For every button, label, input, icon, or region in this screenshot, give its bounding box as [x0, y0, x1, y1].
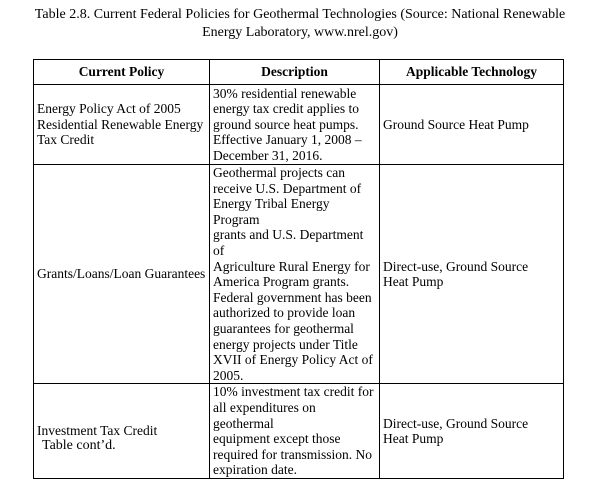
table-row	[34, 85, 564, 165]
cell-line: expiration date.	[213, 462, 297, 478]
technology-cell	[380, 384, 564, 479]
table-row	[34, 384, 564, 479]
cell-line: America Program grants.	[213, 274, 350, 290]
cell-line: December 31, 2016.	[213, 147, 323, 163]
cell-line: Grants/Loans/Loan Guarantees	[37, 266, 206, 282]
policy-cell	[34, 165, 210, 384]
policy-cell	[34, 85, 210, 165]
cell-line: authorized to provide loan	[213, 305, 356, 321]
header-applicable-technology: Applicable Technology	[380, 60, 564, 85]
table-caption	[0, 6, 600, 42]
caption-line-2: Energy Laboratory, www.nrel.gov)	[202, 25, 398, 40]
cell-line: XVII of Energy Policy Act of	[213, 352, 373, 368]
cell-line: Investment Tax Credit	[37, 423, 158, 439]
caption-line-1: Table 2.8. Current Federal Policies for Geothermal Technologies (Source: National Renewable	[34, 7, 566, 22]
cell-line: Direct-use, Ground Source	[383, 415, 529, 431]
cell-line: all expenditures on geothermal	[213, 399, 316, 431]
cell-line: guarantees for geothermal	[213, 320, 354, 336]
cell-line: equipment except those	[213, 431, 341, 447]
cell-line: Heat Pump	[383, 431, 444, 447]
header-current-policy: Current Policy	[34, 60, 210, 85]
cell-line: receive U.S. Department of	[213, 180, 362, 196]
description-cell	[210, 384, 380, 479]
table-row	[34, 165, 564, 384]
cell-line: Energy Policy Act of 2005	[37, 101, 181, 117]
cell-line: required for transmission. No	[213, 446, 372, 462]
cell-line: Tax Credit	[37, 132, 95, 148]
header-description: Description	[210, 60, 380, 85]
description-cell	[210, 85, 380, 165]
header-row	[34, 60, 564, 85]
technology-cell	[380, 165, 564, 384]
policy-cell	[34, 384, 210, 479]
cell-line: 10% investment tax credit for	[213, 384, 374, 400]
cell-line: energy projects under Title	[213, 336, 358, 352]
technology-cell	[380, 85, 564, 165]
cell-line: Geothermal projects can	[213, 165, 345, 180]
cell-line: Effective January 1, 2008 –	[213, 132, 362, 148]
cell-line: Federal government has been	[213, 289, 372, 305]
description-cell	[210, 165, 380, 384]
policy-table	[33, 59, 564, 479]
cell-line: Ground Source Heat Pump	[383, 116, 529, 132]
cell-line: 30% residential renewable	[213, 85, 357, 101]
table-continued-note: Table cont’d.	[42, 438, 116, 453]
cell-line: 2005.	[213, 367, 244, 383]
cell-line: Energy Tribal Energy Program	[213, 196, 330, 227]
cell-line: Agriculture Rural Energy for	[213, 258, 370, 274]
cell-line: Heat Pump	[383, 274, 444, 290]
cell-line: Residential Renewable Energy	[37, 116, 204, 132]
cell-line: grants and U.S. Department of	[213, 227, 364, 258]
cell-line: Direct-use, Ground Source	[383, 258, 529, 274]
cell-line: ground source heat pumps.	[213, 116, 359, 132]
cell-line: energy tax credit applies to	[213, 101, 359, 117]
